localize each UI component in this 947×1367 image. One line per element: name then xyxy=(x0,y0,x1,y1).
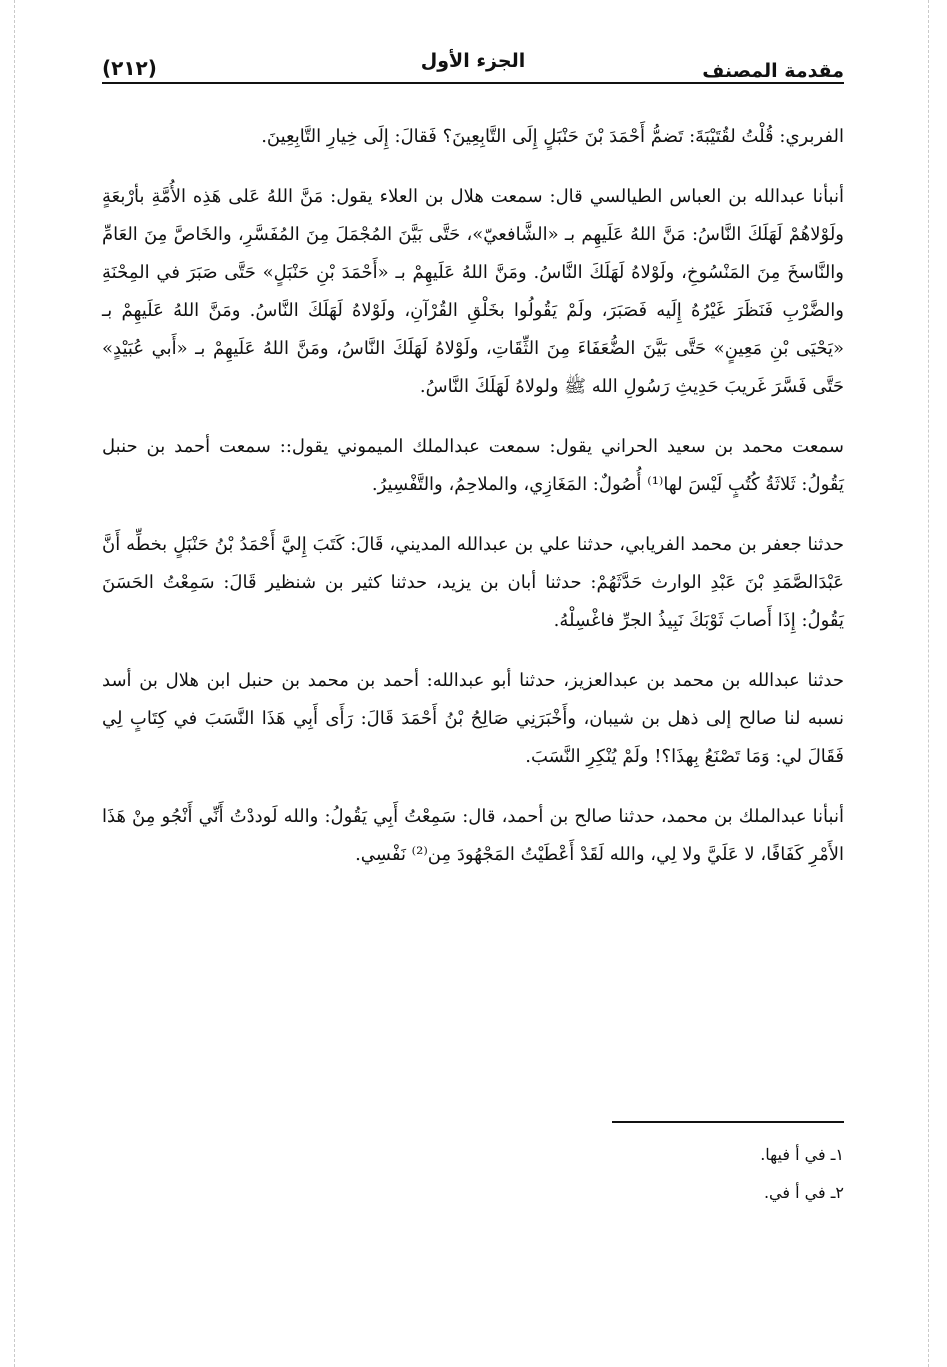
paragraph-fourbari: الفربري: قُلْتُ لقُتَيْبَةَ: تَضمُّ أَحْمَدَ بْنَ حَنْبَلٍ إِلَى التَّابِعِينَ؟ فَقالَ: إِلَى خِيارِ التَّابِعِينَ. xyxy=(261,126,844,147)
paragraph-lineage: حدثنا عبدالله بن محمد بن عبدالعزيز، حدثنا أبو عبدالله: أحمد بن محمد بن حنبل ابن هلال بن أسد نسبه لنا صالح إلى ذهل بن شيبان، وأَخْبَرَنِي صَالِحُ بْنُ أَحْمَدَ قَالَ: رَأَى أَبِي هَذَا النَّسَبَ في كِتَابٍ لِي فَقَالَ لي: وَمَا تَصْنَعُ بِهذَا؟! ولَمْ يُنْكِرِ النَّسَبَ. xyxy=(102,670,844,767)
section-title: مقدمة المصنف xyxy=(702,60,844,82)
paragraph-three-books: سمعت محمد بن سعيد الحراني يقول: سمعت عبدالملك الميموني يقول:: سمعت أحمد بن حنبل يَقُولُ: ثَلاثَةُ كُتُبٍ لَيْسَ لها⁽¹⁾ أُصُولٌ: المَغَازِي، والملاحِمُ، والتَّفْسِيرُ. xyxy=(102,436,844,495)
paragraph-salih-ibn-ahmad: أنبأنا عبدالملك بن محمد، حدثنا صالح بن أحمد، قال: سَمِعْتُ أَبِي يَقُولُ: والله لَوددْتُ أَنِّي أَنْجُو مِنْ هَذَا الأَمْرِ كَفَافًا، لا عَلَيَّ ولا لِي، والله لَقَدْ أَعْطَيْتُ المَجْهُودَ مِن⁽²⁾ نَفْسِي. xyxy=(102,806,844,865)
footnote-2: ٢ـ في أ في. xyxy=(763,1183,844,1202)
paragraph-ali-al-madini: حدثنا جعفر بن محمد الفريابي، حدثنا علي بن عبدالله المديني، قَالَ: كَتَبَ إِليَّ أَحْمَدُ بْنُ حَنْبَلٍ بخطِّه أَنَّ عَبْدَالصَّمَدِ بْنَ عَبْدِ الوارث حَدَّثَهُمْ: حدثنا أبان بن يزيد، حدثنا كثير بن شنظير قَالَ: سَمِعْتُ الحَسَنَ يَقُولُ: إِذَا أَصابَ ثَوْبَكَ نَبِيذُ الجرِّ فاغْسِلْهُ. xyxy=(102,534,844,631)
footnote-divider xyxy=(612,1121,844,1123)
paragraph-hilal-ibn-al-ala: أنبأنا عبدالله بن العباس الطيالسي قال: سمعت هلال بن العلاء يقول: مَنَّ اللهُ عَلى هَذِه الأُمَّةِ بأرْبعَةٍ ولَوْلاهُمْ لَهَلَكَ النَّاسُ: مَنَّ اللهُ عَلَيهِم بـ «الشَّافعيّ»، حَتَّى بَيَّنَ المُجْمَلَ مِنَ المُفَسَّرِ، والخَاصَّ مِنَ العَامِّ والنَّاسخَ مِنَ المَنْسُوخِ، ولَوْلاهُ لَهَلَكَ النَّاسُ. ومَنَّ اللهُ عَلَيهِمْ بـ «أَحْمَدَ بْنِ حَنْبَلٍ» حَتَّى صَبَرَ في المِحْنَةِ والضَّرْبِ فَنَظَرَ غَيْرُهُ إِلَيه فَصَبَرَ، ولَمْ يَقُولُوا بخَلْقِ القُرْآنِ، ولَوْلاهُ لَهَلَكَ النَّاسُ. ومَنَّ اللهُ عَلَيهِمْ بـ «يَحْيَى بْنِ مَعِينٍ» حَتَّى بَيَّنَ الضُّعَفَاءَ مِنَ الثِّقَاتِ، ولَوْلاهُ لَهَلَكَ النَّاسُ، ومَنَّ اللهُ عَلَيهِمْ بـ «أَبي عُبَيْدٍ» حَتَّى فَسَّرَ غَريبَ حَدِيثِ رَسُولِ الله ﷺ ولولاهُ لَهَلَكَ النَّاسُ. xyxy=(102,186,844,397)
left-margin-guide xyxy=(14,0,15,1367)
footnote-1: ١ـ في أ فيها. xyxy=(760,1145,844,1164)
right-margin-guide xyxy=(928,0,929,1367)
footnotes xyxy=(444,1136,844,1212)
volume-title: الجزء الأول xyxy=(420,50,526,72)
page-header xyxy=(102,42,844,84)
page-body xyxy=(102,118,844,896)
page-number: (٢١٢) xyxy=(102,56,157,80)
